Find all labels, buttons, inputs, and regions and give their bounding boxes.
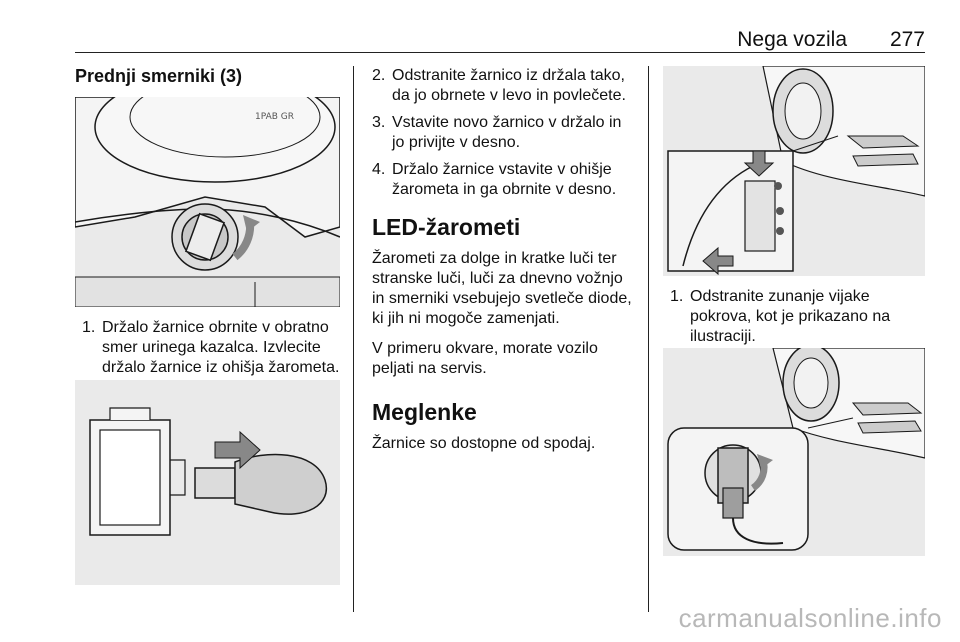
bulb-illustration <box>75 380 340 585</box>
headlamp-illustration <box>75 97 340 307</box>
list-item: 3. Vstavite novo žarnico v držalo in jo privijte v desno. <box>372 114 622 151</box>
watermark-text: carmanualsonline.info <box>678 603 942 633</box>
column-divider-1 <box>353 66 354 612</box>
right-steps <box>670 287 925 354</box>
column-divider-2 <box>648 66 649 612</box>
figure-headlamp-holder <box>75 97 340 307</box>
lamp-marking: 1PAB GR <box>255 112 294 122</box>
fog-paragraph: Žarnice so dostopne od spodaj. <box>372 435 596 452</box>
fog-section-heading: Meglenke <box>372 399 477 425</box>
bumper-illustration <box>663 66 925 276</box>
left-column <box>75 66 340 87</box>
figure-fog-cover-screws <box>663 66 925 276</box>
led-section-heading: LED-žarometi <box>372 214 521 240</box>
figure-fog-bulb-holder <box>663 348 925 556</box>
middle-column <box>372 66 637 454</box>
list-item: 1. Odstranite zunanje vijake pokrova, kot je prikazano na ilustraciji. <box>670 288 891 345</box>
section-title: Nega vozila <box>737 28 847 51</box>
page-header <box>75 26 925 53</box>
led-paragraph: V primeru okvare, morate vozilo peljati na servis. <box>372 340 598 377</box>
page-number: 277 <box>889 28 925 51</box>
led-paragraph: Žarometi za dolge in kratke luči ter stranske luči, luči za dnevno vožnjo in smerniki vsebujejo svetleče diode, ki jih ni mogoče zamenjati. <box>372 250 632 327</box>
list-item: 1. Držalo žarnice obrnite v obratno smer urinega kazalca. Izvlecite držalo žarnice iz ohišja žarometa. <box>82 319 340 376</box>
left-steps <box>82 318 342 385</box>
figure-bulb-removal <box>75 380 340 585</box>
list-item: 2. Odstranite žarnico iz držala tako, da jo obrnete v levo in povlečete. <box>372 67 626 104</box>
subsection-title: Prednji smerniki (3) <box>75 66 243 86</box>
fog-lamp-illustration <box>663 348 925 556</box>
list-item: 4. Držalo žarnice vstavite v ohišje žarometa in ga obrnite v desno. <box>372 161 617 198</box>
